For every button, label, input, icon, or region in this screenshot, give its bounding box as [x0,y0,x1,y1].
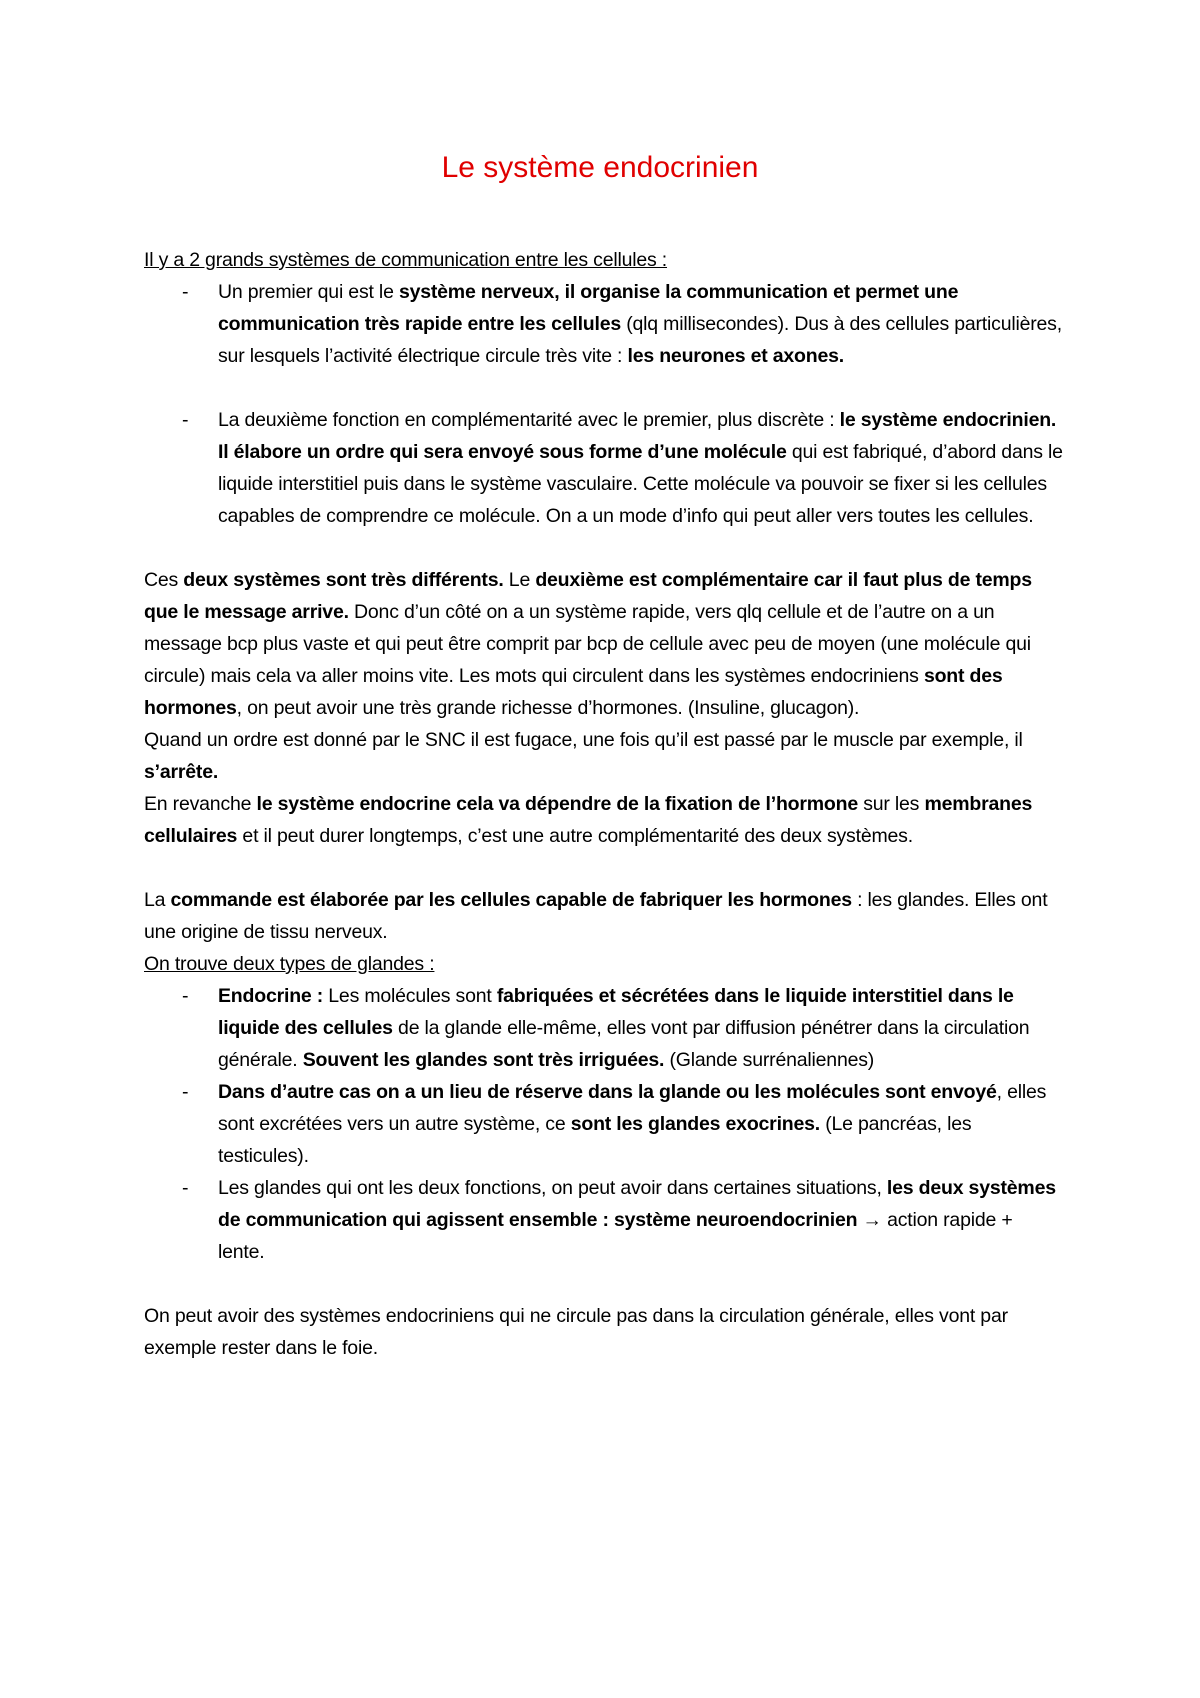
bullet-dash: - [182,1177,189,1199]
paragraph-comparaison: Ces deux systèmes sont très différents. Le deuxième est complémentaire car il faut plus de temps que le message arrive. Donc d’un côté on a un système rapide, vers qlq cellule et de l’autre on a un message bcp plus vaste et qui peut être comprit par bcp de cellule avec peu de moyen (une molécule qui circule) mais cela va aller moins vite. Les mots qui circulent dans les systèmes endocriniens sont des hormones, on peut avoir une très grande richesse d’hormones. (Insuline, glucagon). [144,569,1032,719]
bullet-dash: - [182,985,189,1007]
bullet-dash: - [182,281,189,303]
list-item-exocrine: - Dans d’autre cas on a un lieu de réserve dans la glande ou les molécules sont envoyé, elles sont excrétées vers un autre système, ce sont les glandes exocrines. (Le pancréas, les testicules). [144,1076,1064,1172]
arrow-right-icon: → [862,1209,882,1231]
document-body [144,244,1064,1364]
document-title: Le système endocrinien [441,151,759,184]
glandes-heading: On trouve deux types de glandes : [144,953,435,975]
bullet-dash: - [182,1081,189,1103]
paragraph-en-revanche: En revanche le système endocrine cela va dépendre de la fixation de l’hormone sur les membranes cellulaires et il peut durer longtemps, c’est une autre complémentarité des deux systèmes. [144,793,1033,847]
list-item-endocrine: - Endocrine : Les molécules sont fabriquées et sécrétées dans le liquide interstitiel dans le liquide des cellules de la glande elle-même, elles vont par diffusion pénétrer dans la circulation générale. Souvent les glandes sont très irriguées. (Glande surrénaliennes) [144,980,1064,1076]
paragraph-commande: La commande est élaborée par les cellules capable de fabriquer les hormones : les glandes. Elles ont une origine de tissu nerveux. [144,889,1048,943]
intro-heading: Il y a 2 grands systèmes de communication entre les cellules : [144,249,668,271]
list-item-systeme-endocrinien: - La deuxième fonction en complémentarité avec le premier, plus discrète : le système endocrinien. Il élabore un ordre qui sera envoyé sous forme d’une molécule qui est fabriqué, d’abord dans le liquide interstitiel puis dans le système vasculaire. Cette molécule va pouvoir se fixer si les cellules capables de comprendre ce molécule. On a un mode d’info qui peut aller vers toutes les cellules. [144,404,1064,532]
bullet-dash: - [182,409,189,431]
list-item-deux-fonctions: - Les glandes qui ont les deux fonctions, on peut avoir dans certaines situations, les deux systèmes de communication qui agissent ensemble : système neuroendocrinien → action rapide + lente. [144,1172,1064,1268]
list-item-systeme-nerveux: - Un premier qui est le système nerveux, il organise la communication et permet une communication très rapide entre les cellules (qlq millisecondes). Dus à des cellules particulières, sur lesquels l’activité électrique circule très vite : les neurones et axones. [144,276,1064,372]
paragraph-snc: Quand un ordre est donné par le SNC il est fugace, une fois qu’il est passé par le muscle par exemple, il s’arrête. [144,729,1023,783]
paragraph-foie: On peut avoir des systèmes endocriniens qui ne circule pas dans la circulation générale, elles vont par exemple rester dans le foie. [144,1305,1008,1359]
